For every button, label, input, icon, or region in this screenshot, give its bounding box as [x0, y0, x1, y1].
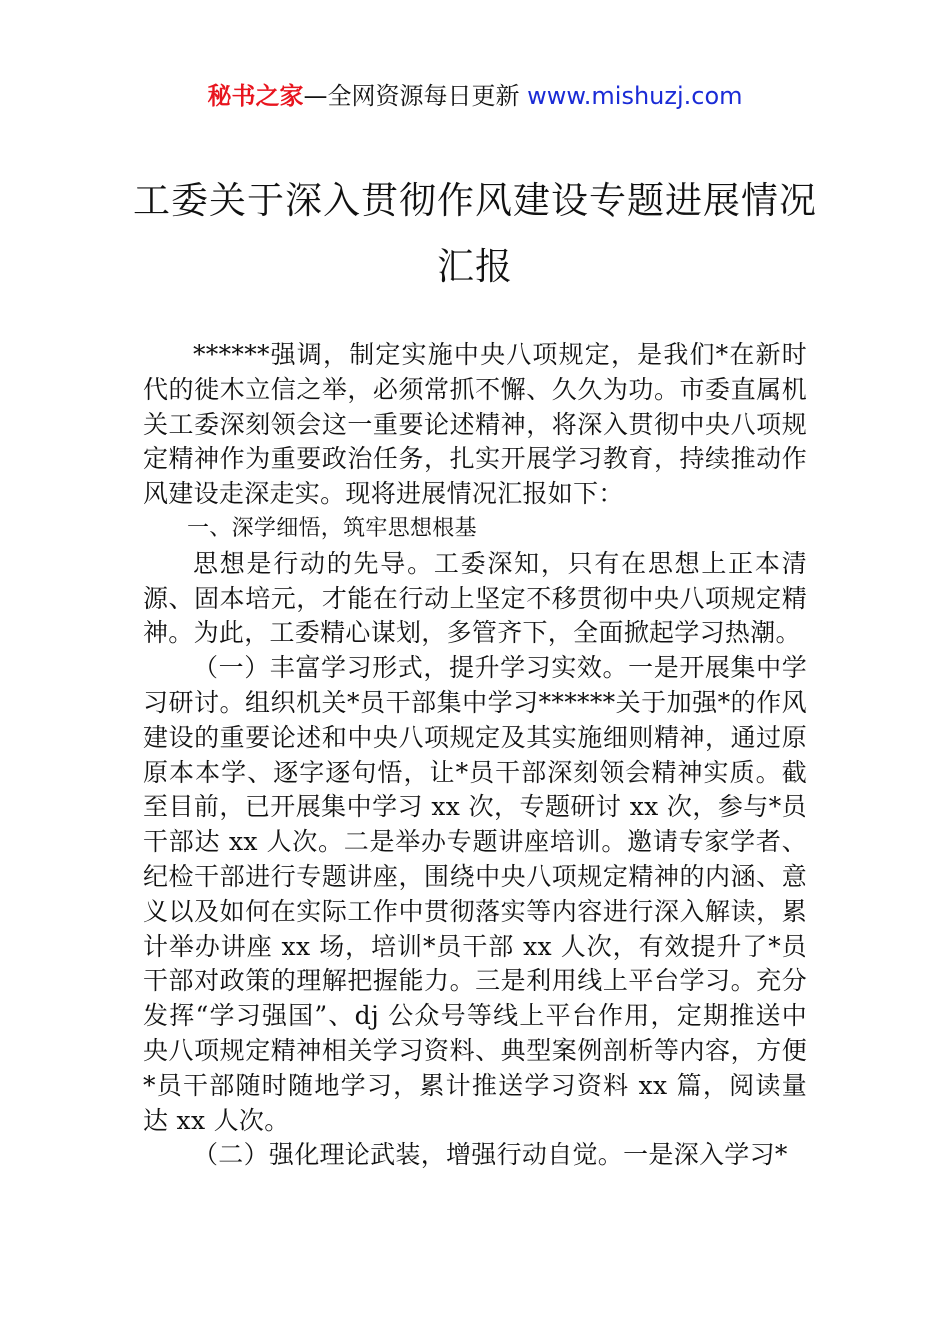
document-body — [143, 338, 807, 1173]
document-title — [100, 168, 850, 300]
intro-paragraph: ******强调，制定实施中央八项规定，是我们*在新时代的徙木立信之举，必须常抓不懈、久久为功。市委直属机关工委深刻领会这一重要论述精神，将深入贯彻中央八项规定精神作为重要政治任务，扎实开展学习教育，持续推动作风建设走深走实。现将进展情况汇报如下： — [143, 340, 807, 509]
site-header — [0, 80, 950, 112]
section-heading: 一、深学细悟，筑牢思想根基 — [187, 515, 477, 541]
body-paragraph: （一）丰富学习形式，提升学习实效。一是开展集中学习研讨。组织机关*员干部集中学习******关于加强*的作风建设的重要论述和中央八项规定及其实施细则精神，通过原原本本学、逐字逐句悟，让*员干部深刻领会精神实质。截至目前，已开展集中学习 xx 次，专题研讨 xx 次，参与*员干部达 xx 人次。二是举办专题讲座培训。邀请专家学者、纪检干部进行专题讲座，围绕中央八项规定精神的内涵、意义以及如何在实际工作中贯彻落实等内容进行深入解读，累计举办讲座 xx 场，培训*员干部 xx 人次，有效提升了*员干部对政策的理解把握能力。三是利用线上平台学习。充分发挥“学习强国”、dj 公众号等线上平台作用，定期推送中央八项规定精神相关学习资料、典型案例剖析等内容，方便*员干部随时随地学习，累计推送学习资料 xx 篇，阅读量达 xx 人次。 — [143, 653, 807, 1135]
body-paragraph: （二）强化理论武装，增强行动自觉。一是深入学习* — [193, 1140, 788, 1170]
title-line-2: 汇报 — [437, 245, 513, 288]
body-paragraph: 思想是行动的先导。工委深知，只有在思想上正本清源、固本培元，才能在行动上坚定不移贯彻中央八项规定精神。为此，工委精心谋划，多管齐下，全面掀起学习热潮。 — [143, 548, 807, 648]
site-url-link[interactable]: www.mishuzj.com — [527, 82, 743, 110]
header-tagline: —全网资源每日更新 — [303, 82, 528, 110]
brand-name: 秘书之家 — [207, 82, 304, 110]
title-line-1: 工委关于深入贯彻作风建设专题进展情况 — [133, 179, 817, 222]
